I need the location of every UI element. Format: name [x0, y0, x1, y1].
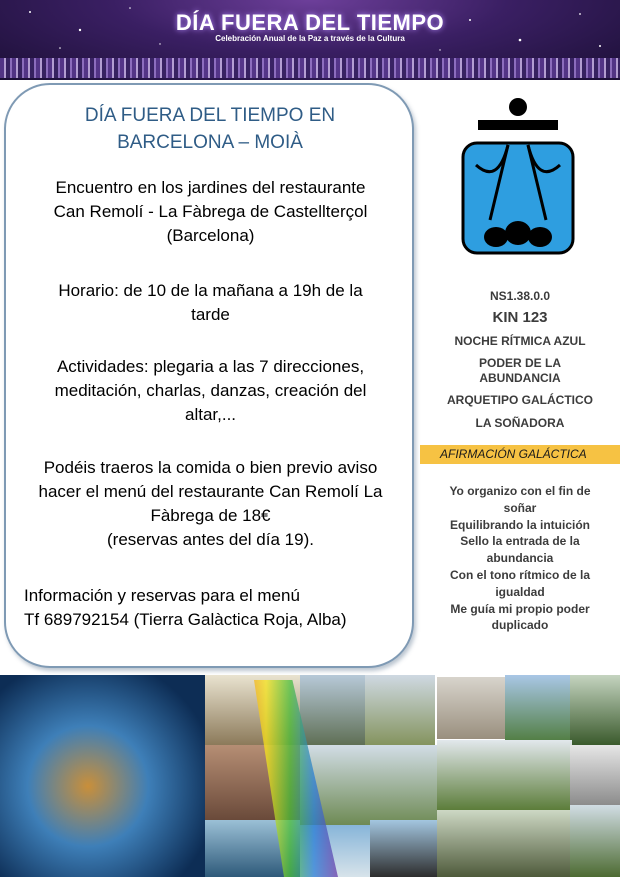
banner-photo — [570, 745, 620, 805]
location-line: (Barcelona) — [166, 226, 255, 245]
header-banner — [0, 0, 620, 80]
activities-block — [18, 355, 403, 427]
affirmation-line: Sello la entrada de la — [460, 534, 580, 549]
location-block — [18, 176, 403, 248]
circle-photo — [300, 675, 365, 745]
kin-name: NOCHE RÍTMICA AZUL — [454, 334, 586, 348]
info-line: Información y reservas para el menú — [24, 586, 300, 605]
schedule-line: Horario: de 10 de la mañana a 19h de la — [58, 281, 363, 300]
affirmation-label: AFIRMACIÓN GALÁCTICA — [440, 447, 587, 461]
info-block — [24, 584, 409, 632]
affirmation-line: soñar — [503, 500, 537, 515]
schedule-block — [18, 279, 403, 327]
food-line: Fàbrega de 18€ — [150, 506, 271, 525]
tree-photo — [570, 675, 620, 745]
affirmation-text — [425, 483, 615, 634]
affirmation-line: Equilibrando la intuición — [450, 517, 590, 532]
activities-line: meditación, charlas, danzas, creación del — [54, 381, 367, 400]
food-block — [18, 456, 403, 552]
calendar-code: NS1.38.0.0 — [489, 289, 551, 303]
affirmation-line: Con el tono rítmico de la — [449, 567, 590, 582]
banner-subtitle: Celebración Anual de la Paz a través de la Cultura — [215, 34, 405, 43]
affirmation-line: Yo organizo con el fin de — [449, 484, 591, 498]
location-line: Can Remolí - La Fàbrega de Castellterçol — [53, 202, 368, 221]
kin-number: KIN 123 — [492, 309, 548, 326]
earth-photo — [0, 675, 220, 877]
event-title-line: BARCELONA – MOIÀ — [117, 132, 303, 153]
affirmation-line: duplicado — [491, 618, 549, 633]
decorative-band — [0, 58, 620, 78]
schedule-line: tarde — [191, 305, 230, 324]
dancer-photo — [370, 820, 440, 877]
activities-line: altar,... — [184, 405, 237, 424]
banner-title: DÍA FUERA DEL TIEMPO — [175, 10, 445, 35]
group-photo — [437, 810, 572, 877]
event-title-line: DÍA FUERA DEL TIEMPO EN — [84, 105, 336, 126]
food-line: Podéis traeros la comida o bien previo aviso — [43, 458, 378, 477]
location-line: Encuentro en los jardines del restaurante — [55, 178, 366, 197]
kin-power-line: ABUNDANCIA — [479, 371, 561, 385]
tent-photo — [505, 675, 570, 745]
affirmation-line: abundancia — [486, 551, 554, 566]
field-photo — [437, 740, 572, 810]
affirmation-line: Me guía mi propio poder — [450, 601, 590, 616]
food-line: (reservas antes del día 19). — [107, 530, 314, 549]
info-phone: Tf 689792154 (Tierra Galàctica Roja, Alba) — [24, 610, 347, 629]
dome-photo — [365, 675, 435, 755]
affirmation-line: igualdad — [495, 584, 545, 599]
archetype-heading: ARQUETIPO GALÁCTICO — [447, 393, 593, 407]
archetype-name: LA SOÑADORA — [475, 416, 565, 430]
event-title — [10, 102, 410, 156]
garden-photo — [570, 805, 620, 877]
kin-power — [425, 356, 615, 386]
meditation-photo — [437, 677, 505, 739]
activities-line: Actividades: plegaria a las 7 direcciones, — [56, 357, 365, 376]
kin-power-line: PODER DE LA — [478, 356, 561, 370]
food-line: hacer el menú del restaurante Can Remolí La — [38, 482, 383, 501]
blue-night-glyph-icon — [458, 95, 578, 255]
